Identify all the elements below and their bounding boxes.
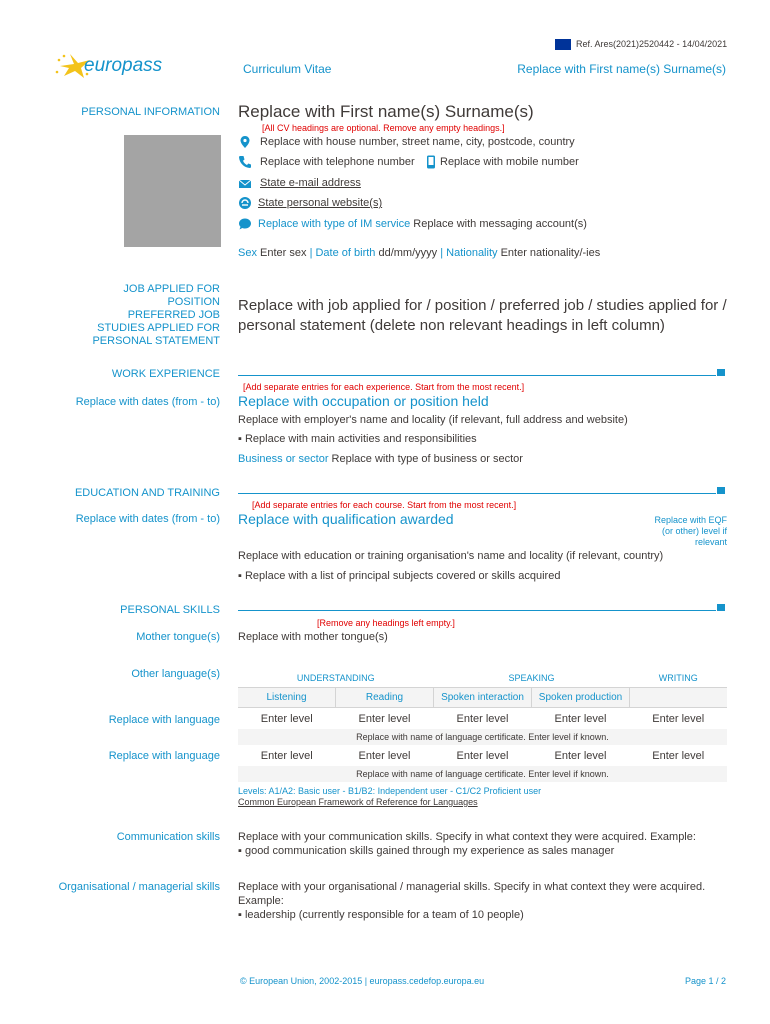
mother-tongue-label: Mother tongue(s) xyxy=(136,631,220,643)
work-employer: Replace with employer's name and locality (if relevant, full address and website) xyxy=(238,414,628,426)
organisational-line: ▪ leadership (currently responsible for a team of 10 people) xyxy=(238,909,524,921)
understanding-header: UNDERSTANDING xyxy=(238,668,434,688)
telephone-text: Replace with telephone number xyxy=(260,156,415,168)
other-languages-label: Other language(s) xyxy=(131,668,220,680)
level-cell: Enter level xyxy=(358,749,411,762)
photo-placeholder xyxy=(124,135,221,247)
dob-value: dd/mm/yyyy xyxy=(378,247,438,259)
im-account: Replace with messaging account(s) xyxy=(413,218,587,230)
location-icon xyxy=(238,135,252,149)
section-marker xyxy=(717,604,725,611)
mother-tongue-value: Replace with mother tongue(s) xyxy=(238,631,388,643)
work-note: [Add separate entries for each experience. Start from the most recent.] xyxy=(243,382,525,392)
spoken-interaction-header: Spoken interaction xyxy=(434,688,532,708)
separator: | xyxy=(440,247,444,259)
communication-line: Replace with your communication skills. Specify in what context they were acquired. Example: xyxy=(238,831,696,843)
section-marker xyxy=(717,487,725,494)
email-icon xyxy=(238,177,252,191)
education-subjects: ▪ Replace with a list of principal subjects covered or skills acquired xyxy=(238,570,561,582)
footer-copyright: © European Union, 2002-2015 | europass.cedefop.europa.eu xyxy=(240,976,485,986)
applicant-name: Replace with First name(s) Surname(s) xyxy=(238,102,534,121)
job-heading-line: PERSONAL STATEMENT xyxy=(92,335,220,347)
im-line xyxy=(258,217,587,231)
job-heading-line: PREFERRED JOB xyxy=(127,309,220,321)
personal-details-line xyxy=(238,246,600,260)
work-experience-heading: WORK EXPERIENCE xyxy=(111,368,220,380)
language-row-label: Replace with language xyxy=(108,714,220,726)
education-dates: Replace with dates (from - to) xyxy=(75,513,220,525)
writing-header: WRITING xyxy=(630,668,728,688)
education-heading: EDUCATION AND TRAINING xyxy=(74,487,220,499)
section-marker xyxy=(717,369,725,376)
job-applied-headings xyxy=(92,283,220,348)
language-certificate: Replace with name of language certificate. Enter level if known. xyxy=(238,729,727,745)
listening-header: Listening xyxy=(238,688,336,708)
communication-skills-text xyxy=(238,830,696,858)
level-cell: Enter level xyxy=(554,749,607,762)
mobile-icon xyxy=(426,155,436,169)
level-cell: Enter level xyxy=(260,712,313,725)
dob-label: Date of birth xyxy=(315,247,376,259)
sector-value: Replace with type of business or sector xyxy=(331,453,523,465)
organisational-skills-text xyxy=(238,880,705,922)
language-row-label: Replace with language xyxy=(108,750,220,762)
email-link[interactable]: State e-mail address xyxy=(260,177,361,189)
eu-flag-icon xyxy=(555,39,571,50)
organisational-skills-label: Organisational / managerial skills xyxy=(58,881,220,893)
logo-text: europass xyxy=(84,55,163,76)
work-sector-line xyxy=(238,452,523,466)
job-heading-line: STUDIES APPLIED FOR xyxy=(97,322,220,334)
reference-number: Ref. Ares(2021)2520442 - 14/04/2021 xyxy=(576,39,728,49)
communication-skills-label: Communication skills xyxy=(116,831,220,843)
language-certificate: Replace with name of language certificate. Enter level if known. xyxy=(238,766,727,782)
eqf-line: (or other) level if xyxy=(661,526,727,536)
work-position: Replace with occupation or position held xyxy=(238,393,489,409)
website-link[interactable]: State personal website(s) xyxy=(258,197,383,209)
level-cell: Enter level xyxy=(554,712,607,725)
page-number: Page 1 / 2 xyxy=(684,976,726,986)
website-icon xyxy=(238,196,252,210)
levels-legend: Levels: A1/A2: Basic user - B1/B2: Independent user - C1/C2 Proficient user xyxy=(238,786,542,796)
language-table xyxy=(238,668,727,782)
phone-icon xyxy=(238,155,252,169)
cv-title: Curriculum Vitae xyxy=(243,62,332,76)
speaking-header: SPEAKING xyxy=(434,668,630,688)
header-name: Replace with First name(s) Surname(s) xyxy=(517,62,726,76)
mobile-text: Replace with mobile number xyxy=(440,156,579,168)
organisational-line: Example: xyxy=(238,895,284,907)
communication-line: ▪ good communication skills gained through my experience as sales manager xyxy=(238,845,615,857)
level-cell: Enter level xyxy=(652,712,705,725)
job-statement: Replace with job applied for / position / preferred job / studies applied for / personal statement (delete non relevant headings in left column) xyxy=(238,297,727,334)
sex-label: Sex xyxy=(238,247,257,259)
separator: | xyxy=(309,247,313,259)
work-activities: ▪ Replace with main activities and responsibilities xyxy=(238,433,477,445)
level-cell: Enter level xyxy=(260,749,313,762)
im-type-label: Replace with type of IM service xyxy=(258,218,411,230)
section-divider xyxy=(238,493,716,494)
section-divider xyxy=(238,375,716,376)
chat-bubble-icon xyxy=(238,217,252,231)
personal-skills-heading: PERSONAL SKILLS xyxy=(120,604,220,616)
europass-logo xyxy=(54,52,164,80)
skills-note: [Remove any headings left empty.] xyxy=(317,618,455,628)
eqf-line: relevant xyxy=(694,537,727,547)
nationality-value: Enter nationality/-ies xyxy=(500,247,601,259)
job-heading-line: JOB APPLIED FOR xyxy=(123,283,220,295)
eqf-line: Replace with EQF xyxy=(654,515,727,525)
section-divider xyxy=(238,610,716,611)
level-cell: Enter level xyxy=(456,749,509,762)
nationality-label: Nationality xyxy=(446,247,498,259)
job-heading-line: POSITION xyxy=(167,296,220,308)
sex-value: Enter sex xyxy=(260,247,307,259)
organisational-line: Replace with your organisational / managerial skills. Specify in what context they were acquired. xyxy=(238,881,706,893)
reading-header: Reading xyxy=(336,688,434,708)
personal-info-heading: PERSONAL INFORMATION xyxy=(81,106,220,118)
headings-note: [All CV headings are optional. Remove any empty headings.] xyxy=(262,123,505,133)
writing-subheader xyxy=(630,688,728,708)
level-cell: Enter level xyxy=(456,712,509,725)
address-text: Replace with house number, street name, city, postcode, country xyxy=(260,136,575,148)
level-cell: Enter level xyxy=(652,749,705,762)
level-cell: Enter level xyxy=(358,712,411,725)
cefr-link[interactable]: Common European Framework of Reference for Languages xyxy=(238,797,478,807)
education-organisation: Replace with education or training organisation's name and locality (if relevant, country) xyxy=(238,550,664,562)
qualification-title: Replace with qualification awarded xyxy=(238,511,454,527)
education-note: [Add separate entries for each course. Start from the most recent.] xyxy=(252,500,517,510)
work-dates: Replace with dates (from - to) xyxy=(75,396,220,408)
spoken-production-header: Spoken production xyxy=(532,688,630,708)
sector-label: Business or sector xyxy=(238,453,329,465)
eqf-level xyxy=(654,515,727,548)
